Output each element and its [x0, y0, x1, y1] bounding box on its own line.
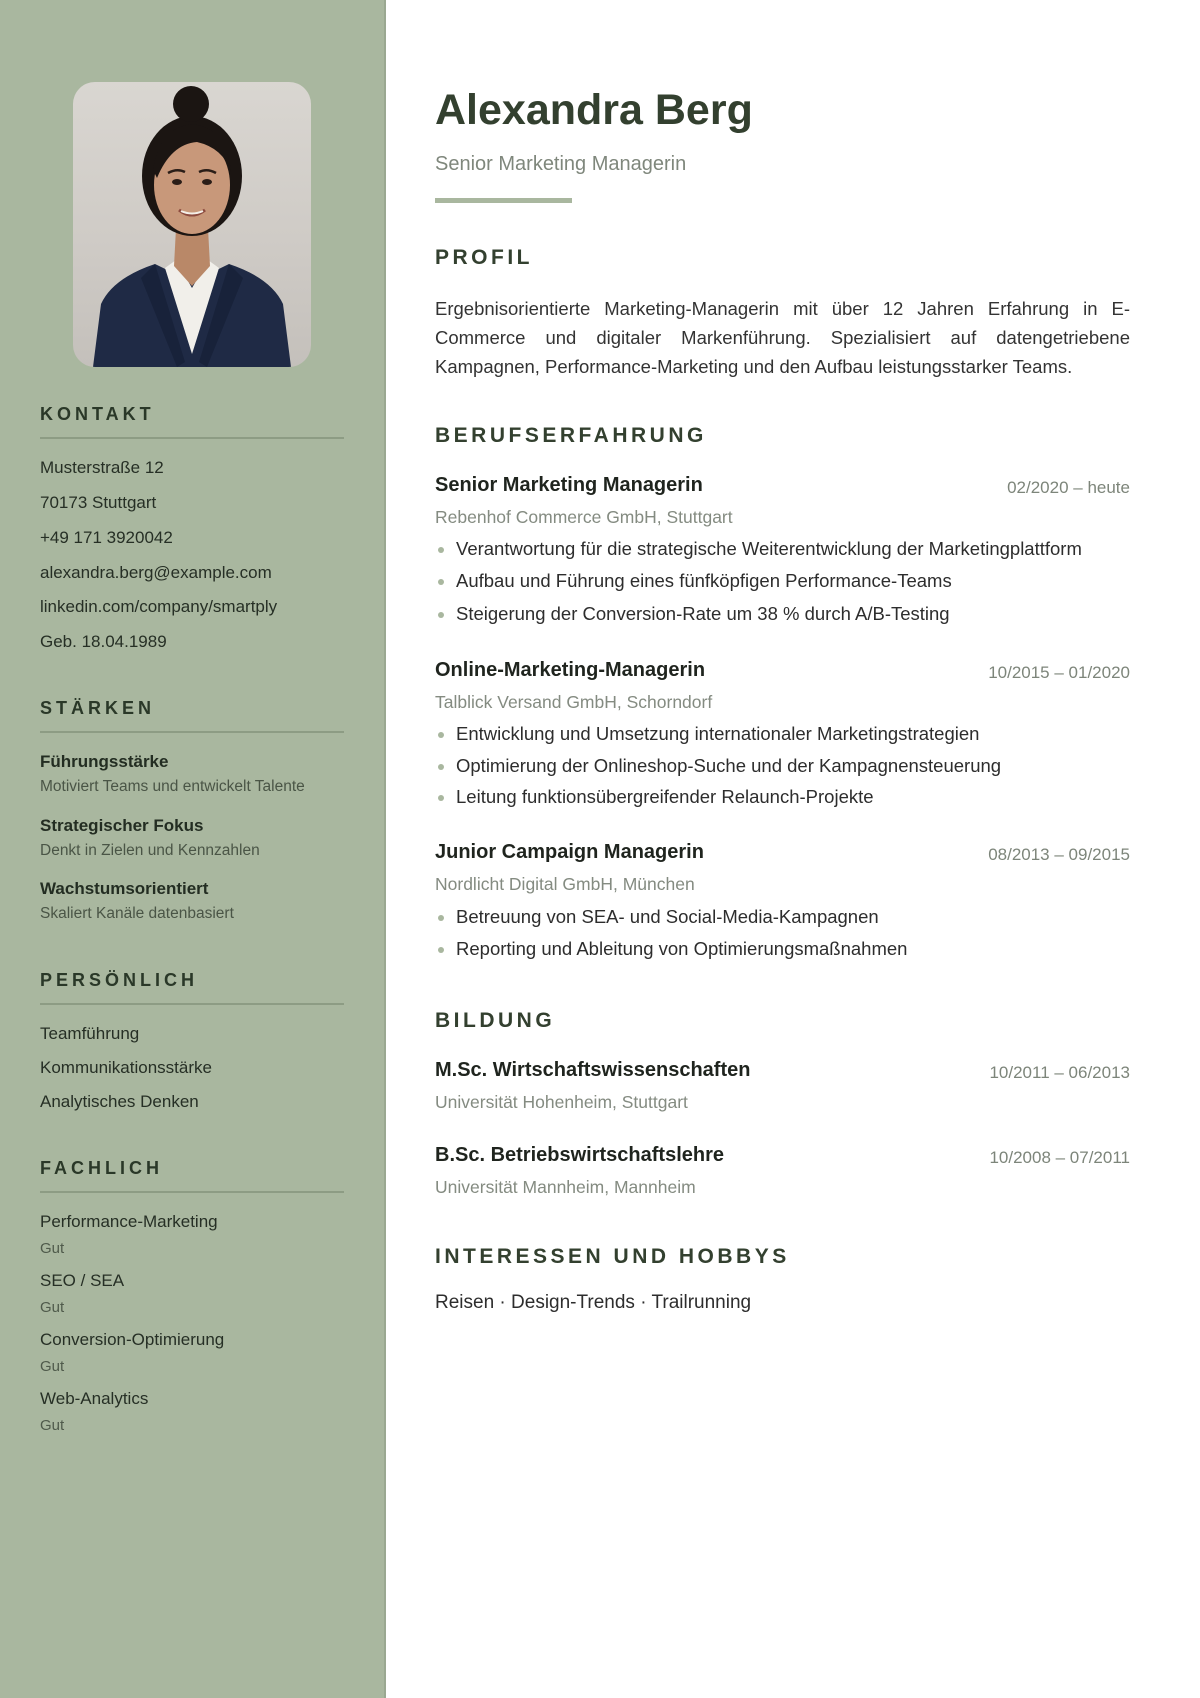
job-bullet: Reporting und Ableitung von Optimierungsmaßnahmen	[435, 938, 907, 960]
contact-heading: KONTAKT	[40, 404, 344, 439]
profile-heading: PROFIL	[435, 246, 533, 269]
skill-level: Gut	[40, 1299, 65, 1316]
skill-level: Gut	[40, 1240, 65, 1257]
skill-name: Performance-Marketing	[40, 1212, 218, 1231]
skill-level: Gut	[40, 1358, 65, 1375]
degree-dates: 10/2011 – 06/2013	[989, 1063, 1130, 1082]
profile-text: Ergebnisorientierte Marketing-Managerin mit über 12 Jahren Erfahrung in E-Commerce und digitaler Markenführung. Spezialisiert auf datengetriebene Kampagnen, Performance-Marketing und den Aufbau leistungsstarker Teams.	[435, 298, 1130, 377]
degree-title: B.Sc. Betriebswirtschaftslehre	[435, 1144, 724, 1166]
job-title: Junior Campaign Managerin	[435, 841, 704, 863]
skill-name: Web-Analytics	[40, 1389, 149, 1408]
degree-title: M.Sc. Wirtschaftswissenschaften	[435, 1059, 751, 1081]
job-bullet: Leitung funktionsübergreifender Relaunch-Projekte	[435, 786, 874, 808]
job-title-header: Senior Marketing Managerin	[435, 153, 687, 175]
interests-text: Reisen · Design-Trends · Trailrunning	[435, 1292, 752, 1313]
job-company: Rebenhof Commerce GmbH, Stuttgart	[435, 507, 733, 527]
skill-name: SEO / SEA	[40, 1271, 125, 1290]
interests-heading: INTERESSEN UND HOBBYS	[435, 1245, 790, 1268]
job-company: Nordlicht Digital GmbH, München	[435, 874, 695, 894]
personal-item: Teamführung	[40, 1024, 140, 1043]
job-title: Senior Marketing Managerin	[435, 474, 703, 496]
degree-school: Universität Mannheim, Mannheim	[435, 1177, 696, 1197]
strength-title: Führungsstärke	[40, 752, 169, 771]
contact-birthdate: Geb. 18.04.1989	[40, 632, 167, 651]
strength-title: Wachstumsorientiert	[40, 879, 209, 898]
strength-desc: Motiviert Teams und entwickelt Talente	[40, 778, 305, 795]
skill-name: Conversion-Optimierung	[40, 1330, 225, 1349]
job-bullet: Optimierung der Onlineshop-Suche und der Kampagnensteuerung	[435, 755, 1001, 777]
personal-item: Analytisches Denken	[40, 1092, 199, 1111]
personal-heading: PERSÖNLICH	[40, 970, 344, 1005]
job-dates: 10/2015 – 01/2020	[988, 663, 1130, 682]
accent-divider	[435, 198, 572, 203]
degree-dates: 10/2008 – 07/2011	[989, 1148, 1130, 1167]
personal-item: Kommunikationsstärke	[40, 1058, 212, 1077]
contact-email[interactable]: alexandra.berg@example.com	[40, 563, 272, 582]
contact-linkedin[interactable]: linkedin.com/company/smartply	[40, 597, 278, 616]
job-dates: 08/2013 – 09/2015	[988, 845, 1130, 864]
strengths-heading: STÄRKEN	[40, 698, 344, 733]
job-dates: 02/2020 – heute	[1007, 478, 1130, 497]
strength-title: Strategischer Fokus	[40, 816, 204, 835]
strength-desc: Denkt in Zielen und Kennzahlen	[40, 842, 260, 859]
education-heading: BILDUNG	[435, 1009, 556, 1032]
contact-phone[interactable]: +49 171 3920042	[40, 528, 173, 547]
job-bullet: Betreuung von SEA- und Social-Media-Kampagnen	[435, 906, 879, 928]
contact-city: 70173 Stuttgart	[40, 493, 157, 512]
profile-photo	[73, 82, 311, 367]
job-bullet: Steigerung der Conversion-Rate um 38 % durch A/B-Testing	[435, 603, 950, 625]
person-name: Alexandra Berg	[435, 86, 753, 134]
skill-level: Gut	[40, 1417, 65, 1434]
strength-desc: Skaliert Kanäle datenbasiert	[40, 905, 234, 922]
contact-address: Musterstraße 12	[40, 458, 164, 477]
job-company: Talblick Versand GmbH, Schorndorf	[435, 692, 713, 712]
experience-heading: BERUFSERFAHRUNG	[435, 424, 707, 447]
technical-heading: FACHLICH	[40, 1158, 344, 1193]
job-bullet: Aufbau und Führung eines fünfköpfigen Performance-Teams	[435, 570, 952, 592]
degree-school: Universität Hohenheim, Stuttgart	[435, 1092, 688, 1112]
job-title: Online-Marketing-Managerin	[435, 659, 706, 681]
job-bullet: Entwicklung und Umsetzung internationaler Marketingstrategien	[435, 723, 979, 745]
sidebar	[0, 0, 386, 1698]
job-bullet: Verantwortung für die strategische Weiterentwicklung der Marketingplattform	[435, 538, 1082, 560]
